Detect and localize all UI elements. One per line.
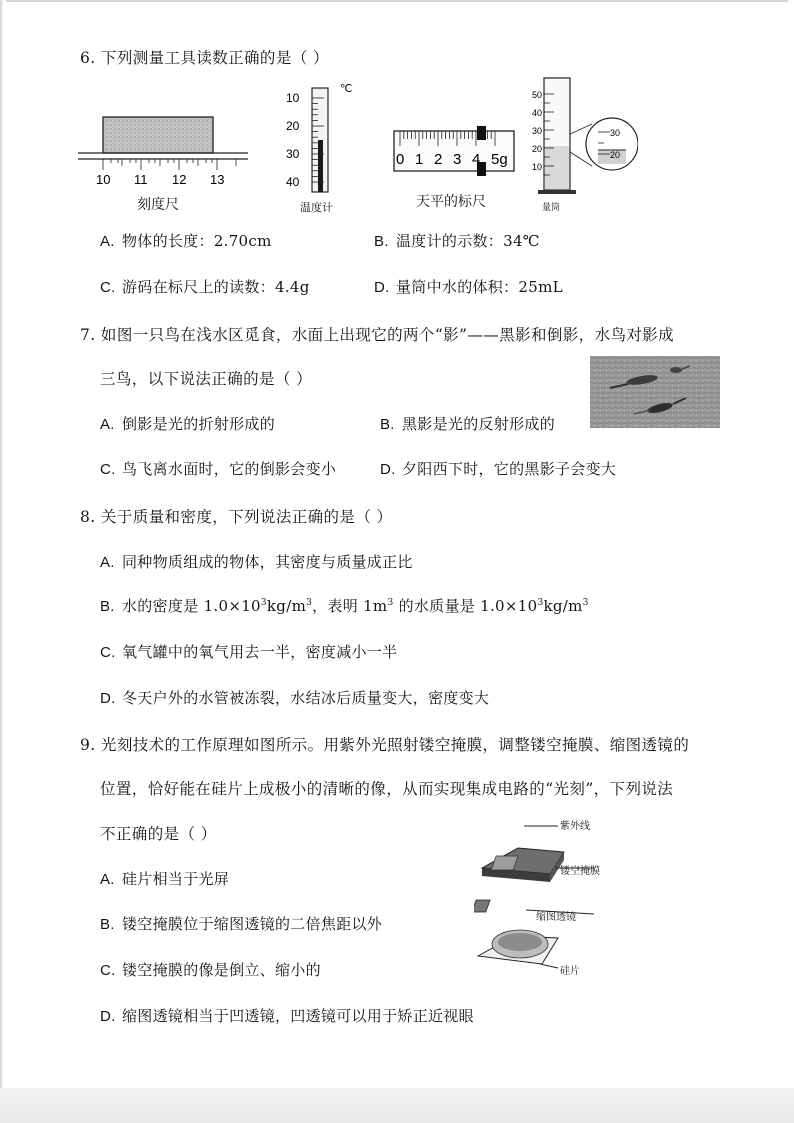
option-key: D. xyxy=(100,1008,116,1025)
q6-option-c xyxy=(100,276,310,297)
balance-tick-label: 5g xyxy=(491,151,508,168)
q6-option-d xyxy=(374,276,563,297)
photolithography-figure xyxy=(474,818,624,990)
balance-caption: 天平的标尺 xyxy=(416,193,486,209)
option-text: 量筒中水的体积：25mL xyxy=(396,278,563,296)
ruler-figure xyxy=(78,112,248,190)
scan-edge-bottom xyxy=(0,1088,794,1123)
option-key: B. xyxy=(380,416,395,433)
thermometer-figure xyxy=(282,80,354,200)
option-key: B. xyxy=(100,598,115,615)
thermometer-unit: ℃ xyxy=(340,83,353,95)
option-key: B. xyxy=(100,916,115,933)
ruler-tick-label: 10 xyxy=(96,172,111,187)
option-text: 镂空掩膜的像是倒立、缩小的 xyxy=(122,961,321,979)
label-mask: 镂空掩膜 xyxy=(560,866,600,877)
option-text: 温度计的示数：34℃ xyxy=(396,232,540,250)
q7-stem-line1: 7. 如图一只鸟在浅水区觅食，水面上出现它的两个“影”——黑影和倒影，水鸟对影成 xyxy=(80,326,675,344)
thermometer-tick-label: 40 xyxy=(286,175,300,189)
option-key: A. xyxy=(100,554,115,571)
option-key: C. xyxy=(100,279,116,296)
option-key: B. xyxy=(374,233,389,250)
option-text: 冬天户外的水管被冻裂，水结冰后质量变大，密度变大 xyxy=(122,689,490,707)
label-uv: 紫外线 xyxy=(560,821,590,832)
option-key: D. xyxy=(100,690,116,707)
thermometer-tick-label: 20 xyxy=(286,119,300,133)
superscript: 3 xyxy=(387,598,394,608)
q9-option-c xyxy=(100,959,321,980)
q9-option-d xyxy=(100,1005,474,1026)
balance-tick-label: 3 xyxy=(453,151,462,168)
label-wafer: 硅片 xyxy=(560,966,580,977)
q8-option-d xyxy=(100,687,489,708)
option-text: 倒影是光的折射形成的 xyxy=(122,415,276,433)
balance-tick-label: 4 xyxy=(472,151,481,168)
option-text: 黑影是光的反射形成的 xyxy=(402,415,556,433)
superscript: 3 xyxy=(537,598,544,608)
option-key: D. xyxy=(380,461,396,478)
q8-option-b xyxy=(100,595,589,616)
balance-tick-label: 1 xyxy=(415,151,424,168)
scan-edge-top xyxy=(6,0,788,2)
superscript: 3 xyxy=(582,598,589,608)
option-text: 氧气罐中的氧气用去一半，密度减小一半 xyxy=(122,643,398,661)
cylinder-tick-label: 50 xyxy=(532,90,543,100)
cylinder-tick-label: 30 xyxy=(532,126,543,136)
q7-option-c xyxy=(100,458,336,479)
option-text: 物体的长度：2.70cm xyxy=(122,232,272,250)
balance-scale-figure xyxy=(392,126,518,188)
q9-stem-line1: 9. 光刻技术的工作原理如图所示。用紫外光照射镂空掩膜，调整镂空掩膜、缩图透镜的 xyxy=(80,736,690,754)
q6-option-b xyxy=(374,230,540,251)
cylinder-tick-label: 40 xyxy=(532,108,543,118)
option-text: 缩图透镜相当于凹透镜，凹透镜可以用于矫正近视眼 xyxy=(122,1007,474,1025)
magnified-tick-label: 20 xyxy=(610,150,621,160)
superscript: 3 xyxy=(260,598,267,608)
option-text-part: 水的密度是 1.0×10 xyxy=(122,597,261,615)
superscript: 3 xyxy=(306,598,313,608)
q7-stem-line2: 三鸟，以下说法正确的是（ ） xyxy=(100,370,313,388)
ruler-caption: 刻度尺 xyxy=(137,196,179,212)
ruler-tick-label: 13 xyxy=(210,172,225,187)
q6-option-a xyxy=(100,230,272,251)
option-text-part: 的水质量是 1.0×10 xyxy=(393,597,538,615)
q9-stem-line3: 不正确的是（ ） xyxy=(100,825,217,843)
option-key: A. xyxy=(100,233,115,250)
q7-option-b xyxy=(380,413,555,434)
option-key: A. xyxy=(100,416,115,433)
ruler-tick-label: 11 xyxy=(134,172,148,187)
q6-stem: 6. 下列测量工具读数正确的是（ ） xyxy=(80,49,329,67)
cylinder-caption: 量筒 xyxy=(542,202,561,212)
q7-option-d xyxy=(380,458,616,479)
option-text: 夕阳西下时，它的黑影子会变大 xyxy=(402,460,617,478)
option-text-part: ，表明 1m xyxy=(312,597,388,615)
cylinder-tick-label: 20 xyxy=(532,144,543,154)
q8-stem: 8. 关于质量和密度，下列说法正确的是（ ） xyxy=(80,508,393,526)
q8-option-a xyxy=(100,551,413,572)
q9-option-a xyxy=(100,868,229,889)
option-key: C. xyxy=(100,461,116,478)
cylinder-figure xyxy=(530,74,638,202)
cylinder-tick-label: 10 xyxy=(532,162,543,172)
option-text: 镂空掩膜位于缩图透镜的二倍焦距以外 xyxy=(122,915,383,933)
balance-tick-label: 0 xyxy=(396,151,405,168)
option-key: A. xyxy=(100,871,115,888)
bird-photo xyxy=(590,356,720,428)
label-lens: 缩图透镜 xyxy=(536,912,576,923)
option-text: 鸟飞离水面时，它的倒影会变小 xyxy=(122,460,337,478)
scan-edge-left xyxy=(0,0,3,1123)
balance-tick-label: 2 xyxy=(434,151,443,168)
magnified-tick-label: 30 xyxy=(610,128,621,138)
q7-option-a xyxy=(100,413,275,434)
thermometer-tick-label: 30 xyxy=(286,147,300,161)
option-key: C. xyxy=(100,962,116,979)
ruler-tick-label: 12 xyxy=(172,172,187,187)
option-text: 游码在标尺上的读数：4.4g xyxy=(122,278,310,296)
thermometer-tick-label: 10 xyxy=(286,91,300,105)
option-key: D. xyxy=(374,279,390,296)
q9-stem-line2: 位置，恰好能在硅片上成极小的清晰的像，从而实现集成电路的“光刻”，下列说法 xyxy=(100,780,674,798)
q8-option-c xyxy=(100,641,397,662)
q9-option-b xyxy=(100,913,382,934)
option-text: 硅片相当于光屏 xyxy=(122,870,230,888)
thermometer-caption: 温度计 xyxy=(300,202,333,214)
option-text: 同种物质组成的物体，其密度与质量成正比 xyxy=(122,553,413,571)
option-key: C. xyxy=(100,644,116,661)
option-text-part: kg/m xyxy=(543,597,583,615)
option-text-part: kg/m xyxy=(266,597,307,615)
